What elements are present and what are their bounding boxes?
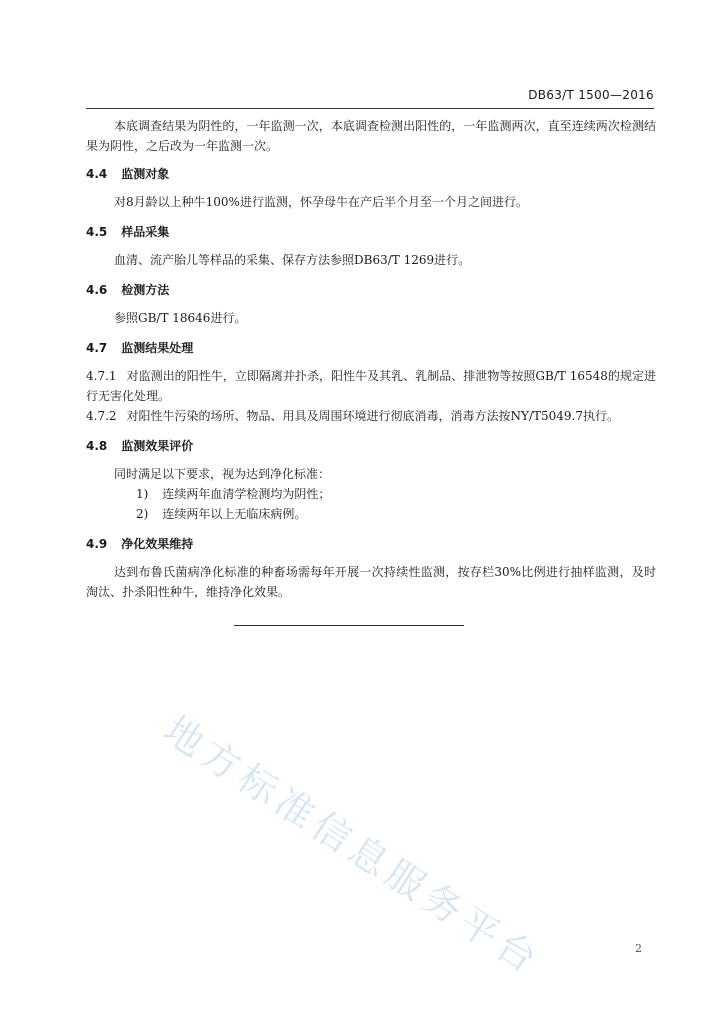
page-number: 2 — [635, 942, 642, 955]
section-title: 样品采集 — [121, 225, 170, 239]
section-heading-4-7 — [86, 338, 656, 358]
list-text: 连续两年以上无临床病例。 — [162, 507, 307, 521]
watermark: 地方标准信息服务平台 — [156, 707, 550, 985]
section-number: 4.9 — [86, 537, 108, 551]
list-text: 连续两年血清学检测均为阴性； — [162, 487, 331, 501]
section-number: 4.4 — [86, 167, 108, 181]
section-number: 4.7 — [86, 341, 108, 355]
section-title: 监测效果评价 — [121, 439, 194, 453]
end-of-text-rule — [234, 625, 464, 626]
section-title: 监测对象 — [121, 167, 170, 181]
section-heading-4-5 — [86, 222, 656, 242]
list-item — [86, 504, 656, 524]
page-content — [86, 116, 656, 602]
subclause-text: 对阳性牛污染的场所、物品、用具及周围环境进行彻底消毒，消毒方法按NY/T5049.7执行。 — [126, 409, 620, 423]
section-text-4-5: 血清、流产胎儿等样品的采集、保存方法参照DB63/T 1269进行。 — [114, 253, 471, 267]
section-number: 4.6 — [86, 283, 108, 297]
section-heading-4-4 — [86, 164, 656, 184]
section-title: 检测方法 — [121, 283, 170, 297]
subclause-number: 4.7.1 — [86, 369, 117, 383]
section-number: 4.8 — [86, 439, 108, 453]
section-text-4-4: 对8月龄以上种牛100%进行监测，怀孕母牛在产后半个月至一个月之间进行。 — [114, 195, 528, 209]
section-text-4-6: 参照GB/T 18646进行。 — [114, 311, 247, 325]
list-marker: 1) — [136, 487, 149, 501]
intro-paragraph: 本底调查结果为阴性的，一年监测一次，本底调查检测出阳性的，一年监测两次，直至连续两次检测结果为阴性，之后改为一年监测一次。 — [86, 119, 656, 153]
section-heading-4-9 — [86, 534, 656, 554]
section-title: 监测结果处理 — [121, 341, 194, 355]
section-text-4-9: 达到布鲁氏菌病净化标准的种畜场需每年开展一次持续性监测，按存栏30%比例进行抽样监测，及时淘汰、扑杀阳性种牛，维持净化效果。 — [86, 565, 656, 599]
subclause-text: 对监测出的阳性牛，立即隔离并扑杀，阳性牛及其乳、乳制品、排泄物等按照GB/T 16548的规定进行无害化处理。 — [86, 369, 656, 403]
header-divider — [86, 108, 654, 109]
section-text-4-8: 同时满足以下要求，视为达到净化标准： — [114, 467, 331, 481]
section-heading-4-8 — [86, 436, 656, 456]
section-number: 4.5 — [86, 225, 108, 239]
subclause-4-7-2 — [86, 406, 656, 426]
subclause-4-7-1 — [86, 366, 656, 406]
section-heading-4-6 — [86, 280, 656, 300]
standard-code: DB63/T 1500—2016 — [528, 88, 654, 102]
list-marker: 2) — [136, 507, 149, 521]
list-item — [86, 484, 656, 504]
subclause-number: 4.7.2 — [86, 409, 117, 423]
section-title: 净化效果维持 — [121, 537, 194, 551]
